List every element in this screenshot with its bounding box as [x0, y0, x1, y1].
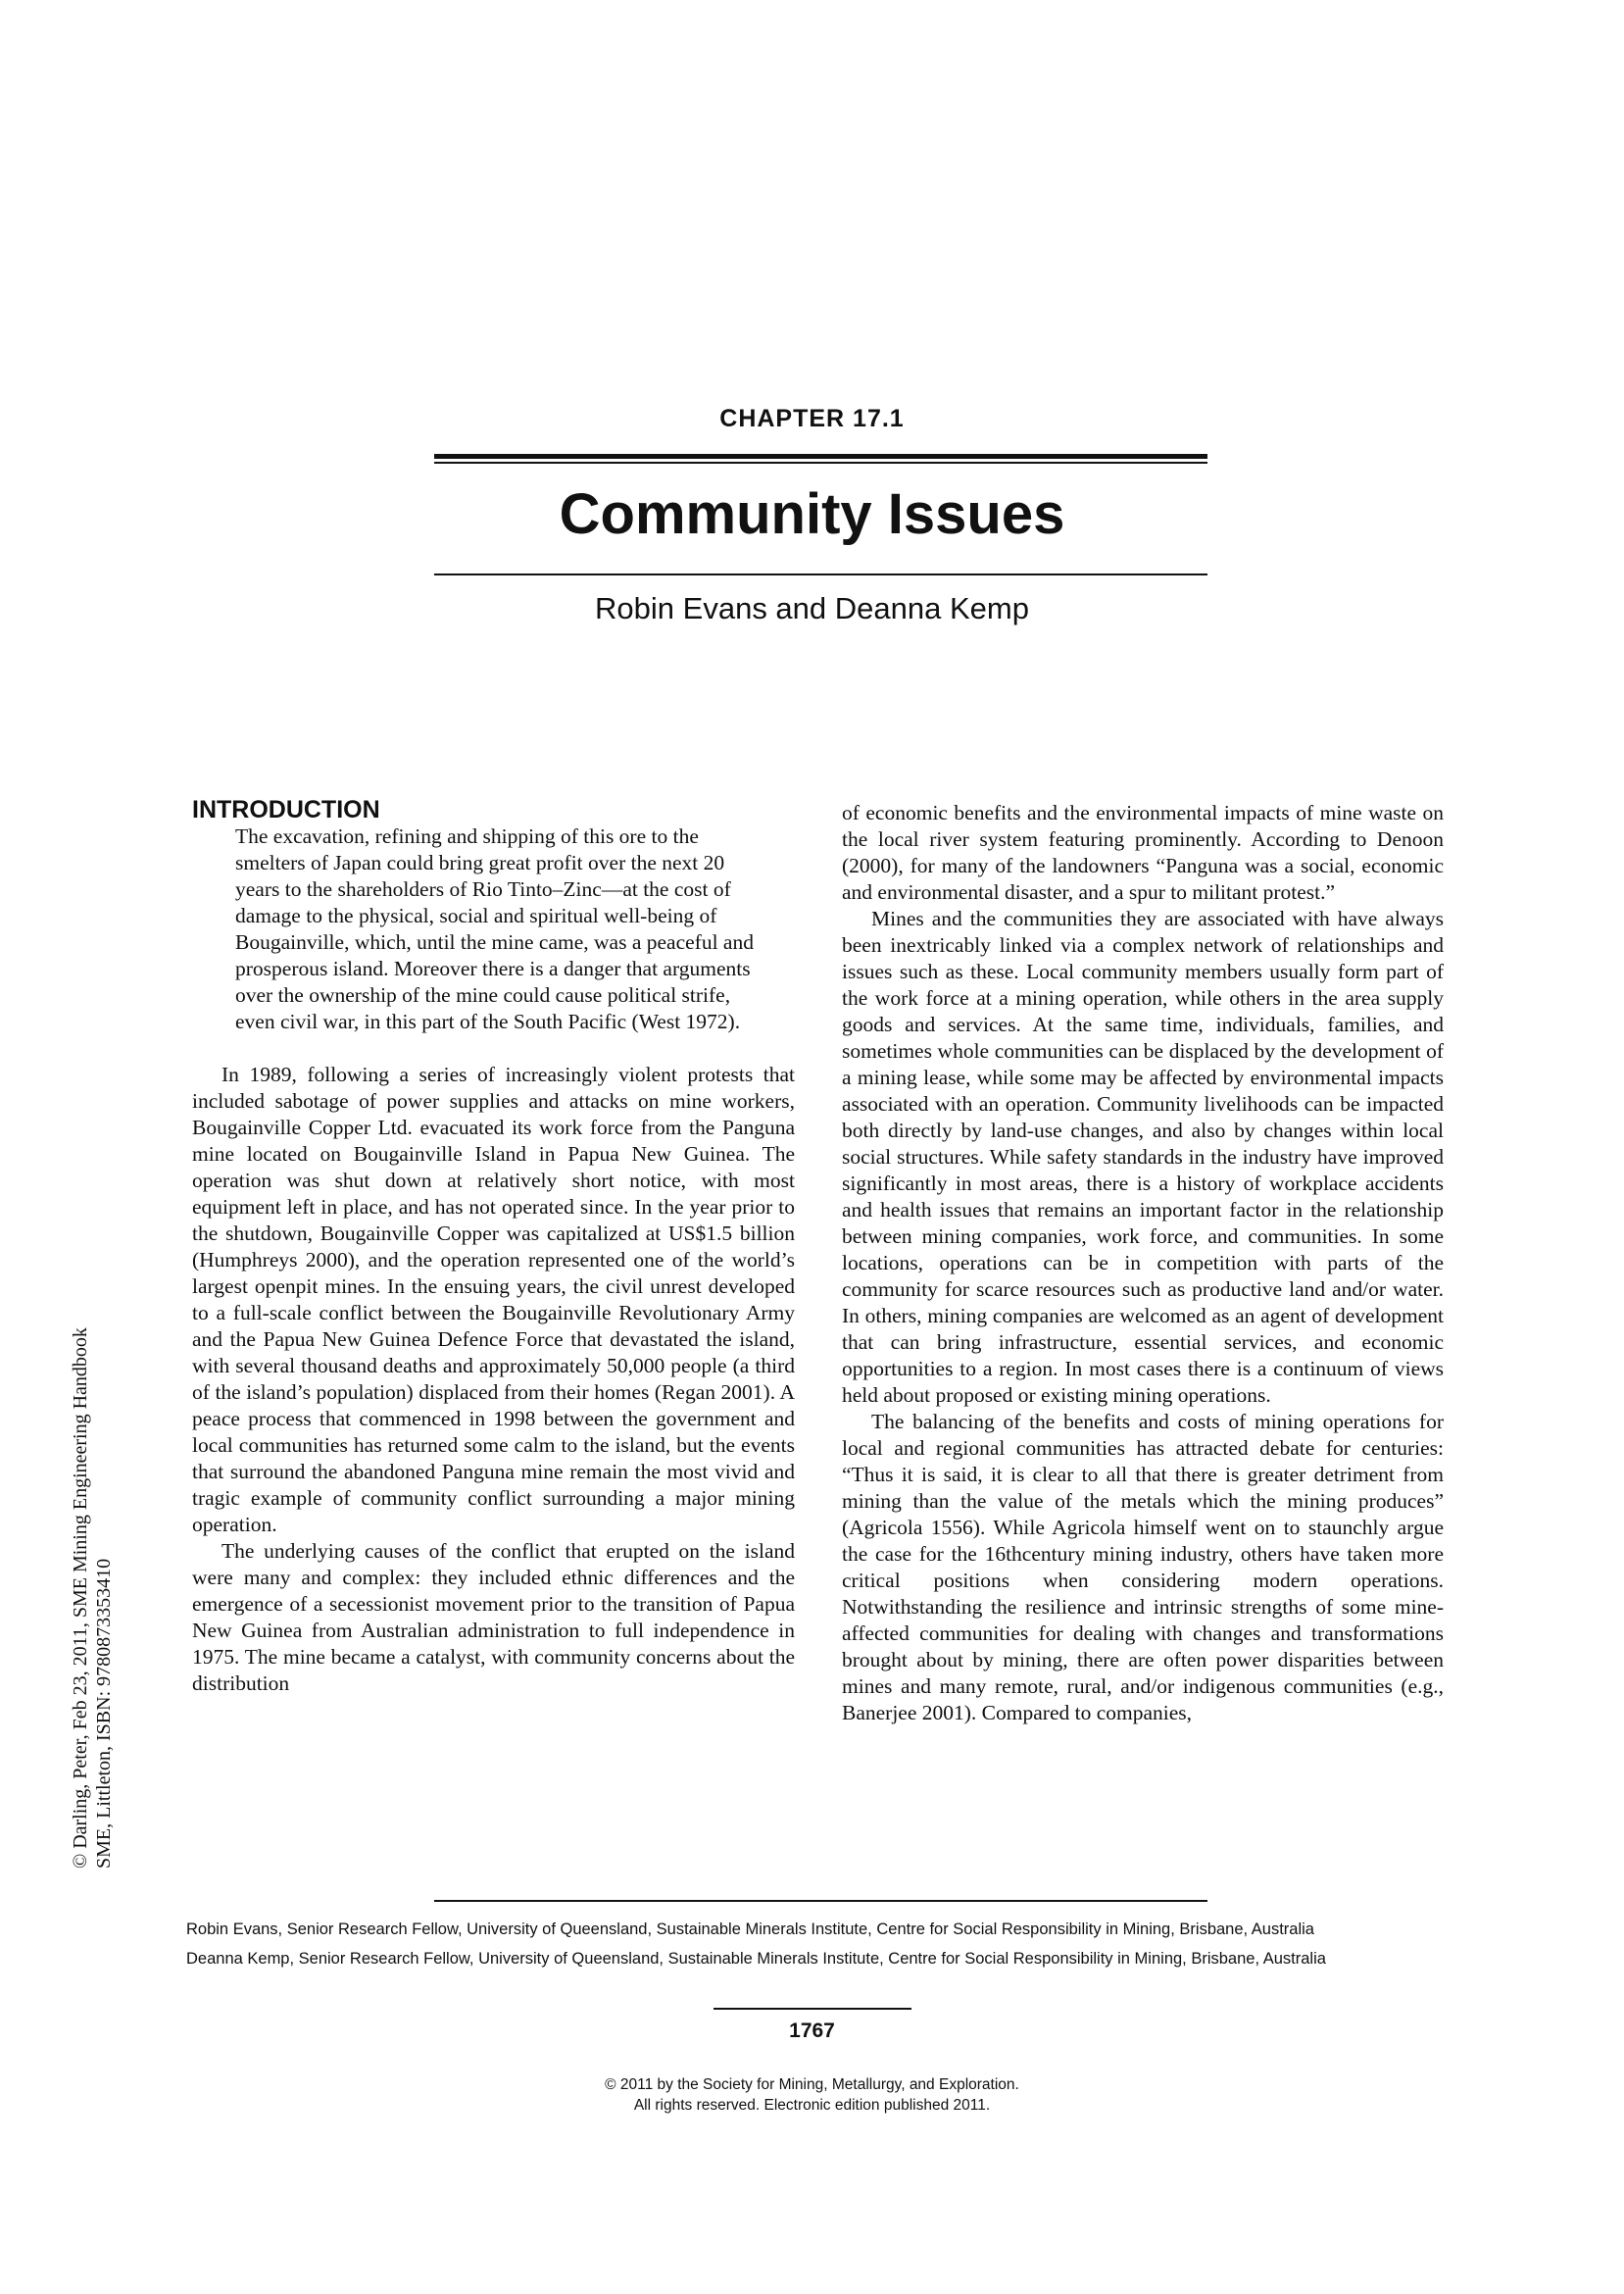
copyright-line-1: © 2011 by the Society for Mining, Metallurgy, and Exploration.: [605, 2076, 1019, 2093]
paragraph: Mines and the communities they are associated with have always been inextricably linked via a complex network of relationships and issues such as these. Local community members usually form part of the work force at a mining operation, while others in the area supply goods and services. At the same time, individuals, families, and sometimes whole communities can be displaced by the development of a mining lease, while some may be affected by environmental impacts associated with an operation. Community livelihoods can be impacted both directly by land-use changes, and also by changes within local social structures. While safety standards in the industry have improved significantly in most areas, there is a history of workplace accidents and health issues that remains an important factor in the relationship between mining companies, work force, and communities. In some locations, operations can be in competition with parts of the community for scarce resources such as productive land and/or water. In others, mining companies are welcomed as an agent of development that can bring infrastructure, essential services, and economic opportunities to a region. In most cases there is a continuum of views held about proposed or existing mining operations.: [842, 907, 1444, 1407]
epigraph: The excavation, refining and shipping of this ore to the smelters of Japan could bring great profit over the next 20 years to the shareholders of Rio Tinto–Zinc—at the cost of damage to the physical, social and spiritual well-being of Bougainville, which, until the mine came, was a peaceful and prosperous island. Moreover there is a danger that arguments over the ownership of the mine could cause political strife, even civil war, in this part of the South Pacific (West 1972).: [235, 824, 754, 1033]
paragraph: In 1989, following a series of increasingly violent protests that included sabotage of power supplies and attacks on mine workers, Bougainville Copper Ltd. evacuated its work force from the Panguna mine located on Bougainville Island in Papua New Guinea. The operation was shut down at relatively short notice, with most equipment left in place, and has not operated since. In the year prior to the shutdown, Bougainville Copper was capitalized at US$1.5 billion (Humphreys 2000), and the operation represented one of the world’s largest openpit mines. In the ensuing years, the civil unrest developed to a full-scale conflict between the Bougainville Revolutionary Army and the Papua New Guinea Defence Force that devastated the island, with several thousand deaths and approximately 50,000 people (a third of the island’s population) displaced from their homes (Regan 2001). A peace process that commenced in 1998 between the government and local communities has returned some calm to the island, but the events that surround the abandoned Panguna mine remain the most vivid and tragic example of community conflict surrounding a major mining operation.: [192, 1063, 795, 1536]
paragraph: The balancing of the benefits and costs of mining operations for local and regional communities has attracted debate for centuries: “Thus it is said, it is clear to all that there is greater detriment from mining than the value of the metals which the mining produces” (Agricola 1556). While Agricola himself went on to staunchly argue the case for the 16thcentury mining industry, others have taken more critical positions when considering modern operations. Notwithstanding the resilience and intrinsic strengths of some mine-affected communities for dealing with changes and transformations brought about by mining, there are often power disparities between mines and many remote, rural, and/or indigenous communities (e.g., Banerjee 2001). Compared to companies,: [842, 1410, 1444, 1724]
footnote-rule: [434, 1900, 1207, 1902]
author-footnotes: [186, 1915, 1460, 1973]
paragraph: The underlying causes of the conflict that erupted on the island were many and complex: they included ethnic differences and the emergence of a secessionist movement prior to the transition of Papua New Guinea from Australian administration to full independence in 1975. The mine became a catalyst, with community concerns about the distribution: [192, 1539, 795, 1695]
left-column: [192, 797, 795, 1697]
copyright-sidebar: [69, 1182, 116, 1869]
page-number-rule: [714, 2008, 911, 2010]
paragraph: of economic benefits and the environmental impacts of mine waste on the local river system featuring prominently. According to Denoon (2000), for many of the landowners “Panguna was a social, economic and environmental disaster, and a spur to militant protest.”: [842, 801, 1444, 904]
chapter-rule-thick: [434, 454, 1207, 459]
sidebar-line-2: SME, Littleton, ISBN: 9780873353410: [93, 1558, 115, 1869]
title-rule: [434, 574, 1207, 575]
footnote-author-2: Deanna Kemp, Senior Research Fellow, University of Queensland, Sustainable Minerals Institute, Centre for Social Responsibility in Mining, Brisbane, Australia: [186, 1950, 1326, 1968]
page-title: Community Issues: [559, 482, 1065, 546]
right-column: [842, 800, 1444, 1726]
copyright-notice: [0, 2074, 1624, 2116]
sidebar-line-1: © Darling, Peter, Feb 23, 2011, SME Mining Engineering Handbook: [70, 1327, 91, 1869]
chapter-label: CHAPTER 17.1: [719, 405, 905, 432]
footnote-author-1: Robin Evans, Senior Research Fellow, University of Queensland, Sustainable Minerals Institute, Centre for Social Responsibility in Mining, Brisbane, Australia: [186, 1920, 1314, 1938]
authors: Robin Evans and Deanna Kemp: [595, 591, 1029, 625]
chapter-rule-thin: [434, 462, 1207, 464]
copyright-line-2: All rights reserved. Electronic edition published 2011.: [633, 2097, 991, 2114]
page-number: 1767: [789, 2020, 835, 2042]
section-heading: INTRODUCTION: [192, 796, 380, 823]
